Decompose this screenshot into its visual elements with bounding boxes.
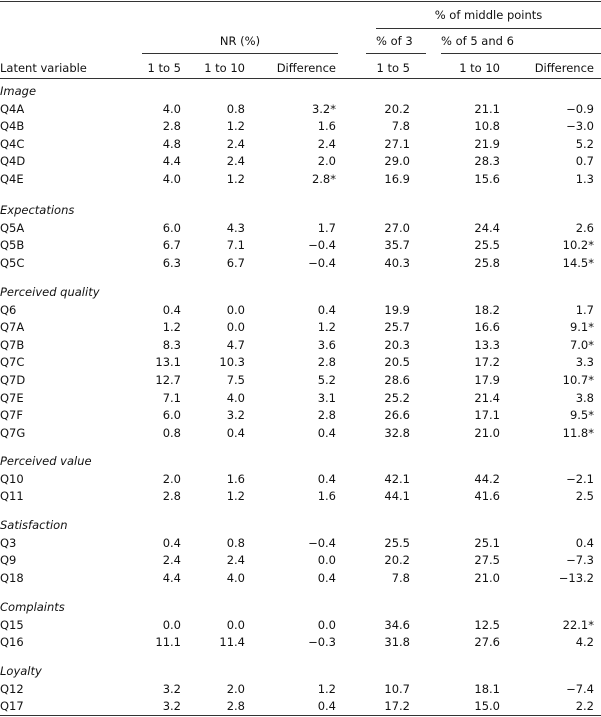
cell-nr-1to10: 4.7	[226, 337, 245, 352]
cell-nr-1to5: 11.1	[155, 635, 181, 650]
cell-nr-diff: 0.4	[317, 425, 336, 440]
cell-mid-1to10: 27.6	[474, 635, 500, 650]
cell-nr-1to5: 2.8	[162, 119, 181, 134]
col-header-mid-diff: Difference	[534, 61, 594, 75]
cell-mid-1to10: 24.4	[474, 220, 500, 235]
cell-mid-1to10: 16.6	[474, 320, 500, 335]
cell-mid-diff: −0.9	[566, 101, 594, 116]
cell-mid-diff: 5.2	[575, 136, 594, 151]
cell-nr-1to5: 4.0	[162, 172, 181, 186]
cell-nr-1to5: 8.3	[162, 337, 181, 352]
cell-nr-diff: 3.2*	[311, 101, 336, 116]
cell-mid-1to10: 25.8	[474, 255, 500, 270]
cell-nr-diff: 1.6	[317, 489, 336, 504]
section-title: Satisfaction	[0, 518, 68, 532]
cell-nr-1to10: 0.8	[226, 535, 245, 550]
cell-nr-1to10: 10.3	[219, 355, 245, 370]
cell-nr-diff: 0.4	[317, 471, 336, 486]
row-label: Q17	[0, 699, 24, 714]
cell-nr-1to10: 1.6	[226, 471, 245, 486]
cell-nr-diff: 0.0	[317, 617, 336, 632]
cell-nr-1to10: 0.0	[226, 320, 245, 335]
cell-nr-1to10: 3.2	[226, 408, 245, 423]
cell-mid-diff: 9.5*	[569, 408, 594, 423]
cell-mid-1to5: 10.7	[384, 681, 410, 696]
cell-mid-1to10: 41.6	[474, 489, 500, 504]
cell-mid-diff: 1.7	[575, 302, 594, 317]
row-label: Q5B	[0, 238, 25, 253]
row-label: Q6	[0, 302, 17, 317]
row-label: Q4A	[0, 101, 25, 116]
row-label: Q15	[0, 617, 24, 632]
cell-mid-1to10: 21.0	[474, 425, 500, 440]
top-rule	[0, 1, 601, 2]
cell-nr-1to10: 7.5	[226, 373, 245, 387]
cell-mid-1to5: 20.2	[384, 553, 410, 568]
cell-mid-diff: 2.5	[575, 489, 594, 504]
cell-mid-1to5: 29.0	[384, 154, 410, 169]
cell-mid-1to10: 17.9	[474, 373, 500, 387]
cell-nr-1to5: 6.0	[162, 408, 181, 423]
cell-nr-1to5: 2.4	[162, 553, 181, 568]
cell-nr-1to5: 0.4	[162, 535, 181, 550]
cell-mid-1to5: 27.1	[384, 136, 410, 151]
group-rule-pct3	[366, 53, 426, 54]
cell-mid-1to5: 32.8	[384, 425, 410, 440]
bottom-rule	[0, 715, 601, 716]
cell-mid-diff: −7.4	[566, 681, 594, 696]
cell-nr-1to10: 2.0	[226, 681, 245, 696]
cell-mid-diff: 3.8	[575, 390, 594, 405]
cell-mid-1to10: 17.1	[474, 408, 500, 423]
cell-nr-1to10: 0.0	[226, 302, 245, 317]
cell-nr-1to10: 4.0	[226, 390, 245, 405]
cell-mid-diff: −3.0	[566, 119, 594, 134]
cell-nr-diff: 2.4	[317, 136, 336, 151]
cell-nr-diff: −0.4	[308, 535, 336, 550]
group-rule-middle	[376, 28, 601, 29]
cell-mid-1to5: 20.2	[384, 101, 410, 116]
cell-mid-1to10: 17.2	[474, 355, 500, 370]
col-header-latent: Latent variable	[0, 61, 87, 75]
cell-mid-1to5: 19.9	[384, 302, 410, 317]
cell-nr-diff: 3.6	[317, 337, 336, 352]
section-title: Loyalty	[0, 664, 42, 678]
row-label: Q7C	[0, 355, 25, 370]
cell-mid-1to10: 25.5	[474, 238, 500, 253]
cell-nr-1to5: 6.7	[162, 238, 181, 253]
cell-mid-1to10: 18.1	[474, 681, 500, 696]
cell-mid-diff: 4.2	[575, 635, 594, 650]
cell-nr-1to10: 1.2	[226, 489, 245, 504]
row-label: Q4C	[0, 136, 25, 151]
cell-nr-diff: 1.2	[317, 320, 336, 335]
cell-mid-1to5: 44.1	[384, 489, 410, 504]
cell-nr-diff: 1.7	[317, 220, 336, 235]
section-title: Perceived value	[0, 454, 92, 468]
row-label: Q4D	[0, 154, 26, 169]
cell-mid-diff: 3.3	[575, 355, 594, 370]
cell-mid-1to5: 31.8	[384, 635, 410, 650]
col-header-nr-1to10: 1 to 10	[204, 61, 245, 75]
row-label: Q16	[0, 635, 24, 650]
cell-nr-1to5: 2.0	[162, 471, 181, 486]
col-header-mid-1to10: 1 to 10	[459, 61, 500, 75]
cell-nr-1to10: 7.1	[226, 238, 245, 253]
cell-mid-1to10: 18.2	[474, 302, 500, 317]
cell-nr-1to10: 4.3	[226, 220, 245, 235]
cell-nr-1to10: 1.2	[226, 172, 245, 186]
cell-mid-diff: 22.1*	[562, 617, 594, 632]
cell-mid-1to5: 25.5	[384, 535, 410, 550]
row-label: Q18	[0, 570, 24, 585]
cell-nr-diff: −0.4	[308, 238, 336, 253]
cell-nr-1to5: 3.2	[162, 699, 181, 714]
row-label: Q12	[0, 681, 24, 696]
cell-nr-1to10: 6.7	[226, 255, 245, 270]
cell-nr-1to10: 2.8	[226, 699, 245, 714]
cell-mid-1to10: 13.3	[474, 337, 500, 352]
cell-mid-1to5: 17.2	[384, 699, 410, 714]
cell-nr-1to5: 4.0	[162, 101, 181, 116]
row-label: Q4B	[0, 119, 25, 134]
cell-nr-diff: 2.0	[317, 154, 336, 169]
section-title: Perceived quality	[0, 285, 100, 299]
row-label: Q5A	[0, 220, 25, 235]
cell-mid-diff: −7.3	[566, 553, 594, 568]
row-label: Q7F	[0, 408, 23, 423]
cell-nr-diff: 3.1	[317, 390, 336, 405]
cell-mid-1to10: 10.8	[474, 119, 500, 134]
row-label: Q10	[0, 471, 24, 486]
cell-mid-1to5: 42.1	[384, 471, 410, 486]
section-title: Image	[0, 84, 37, 98]
cell-mid-1to5: 27.0	[384, 220, 410, 235]
cell-nr-diff: 2.8	[317, 408, 336, 423]
cell-nr-1to5: 2.8	[162, 489, 181, 504]
cell-nr-diff: 1.2	[317, 681, 336, 696]
cell-nr-1to5: 7.1	[162, 390, 181, 405]
cell-mid-diff: 0.7	[575, 154, 594, 169]
cell-mid-1to10: 21.4	[474, 390, 500, 405]
cell-mid-diff: 2.6	[575, 220, 594, 235]
cell-mid-1to5: 28.6	[384, 373, 410, 387]
row-label: Q7E	[0, 390, 24, 405]
cell-nr-1to5: 0.4	[162, 302, 181, 317]
cell-mid-diff: 0.4	[575, 535, 594, 550]
cell-mid-1to10: 21.9	[474, 136, 500, 151]
cell-nr-1to10: 0.0	[226, 617, 245, 632]
header-group-pct3: % of 3	[376, 34, 413, 48]
cell-mid-diff: 9.1*	[569, 320, 594, 335]
row-label: Q7A	[0, 320, 25, 335]
cell-nr-diff: −0.3	[308, 635, 336, 650]
row-label: Q7B	[0, 337, 25, 352]
cell-nr-diff: 0.4	[317, 302, 336, 317]
cell-nr-1to10: 2.4	[226, 136, 245, 151]
cell-mid-1to10: 21.1	[474, 101, 500, 116]
cell-mid-diff: 10.7*	[562, 373, 594, 387]
row-label: Q5C	[0, 255, 25, 270]
cell-nr-1to10: 11.4	[219, 635, 245, 650]
cell-nr-1to5: 6.0	[162, 220, 181, 235]
cell-nr-diff: 5.2	[317, 373, 336, 387]
cell-mid-diff: 11.8*	[562, 425, 594, 440]
cell-nr-1to10: 2.4	[226, 154, 245, 169]
cell-mid-diff: 7.0*	[569, 337, 594, 352]
cell-mid-1to5: 25.7	[384, 320, 410, 335]
cell-mid-1to5: 26.6	[384, 408, 410, 423]
section-title: Complaints	[0, 600, 65, 614]
cell-nr-1to5: 6.3	[162, 255, 181, 270]
cell-mid-1to10: 44.2	[474, 471, 500, 486]
cell-nr-diff: −0.4	[308, 255, 336, 270]
cell-nr-diff: 2.8*	[311, 172, 336, 186]
cell-nr-1to10: 2.4	[226, 553, 245, 568]
cell-nr-diff: 1.6	[317, 119, 336, 134]
cell-nr-1to5: 4.4	[162, 154, 181, 169]
cell-nr-diff: 2.8	[317, 355, 336, 370]
group-rule-nr	[142, 53, 338, 54]
cell-nr-1to10: 0.4	[226, 425, 245, 440]
cell-mid-1to5: 16.9	[384, 172, 410, 186]
cell-mid-1to10: 25.1	[474, 535, 500, 550]
col-header-mid-1to5: 1 to 5	[376, 61, 410, 75]
cell-mid-diff: 1.3	[575, 172, 594, 186]
col-header-nr-1to5: 1 to 5	[147, 61, 181, 75]
cell-mid-1to5: 35.7	[384, 238, 410, 253]
cell-nr-1to10: 4.0	[226, 570, 245, 585]
row-label: Q4E	[0, 172, 24, 186]
cell-nr-1to5: 3.2	[162, 681, 181, 696]
header-rule	[0, 78, 601, 79]
cell-mid-1to10: 15.6	[474, 172, 500, 186]
cell-mid-1to10: 27.5	[474, 553, 500, 568]
cell-mid-1to10: 21.0	[474, 570, 500, 585]
header-group-middle-points: % of middle points	[434, 8, 543, 22]
row-label: Q11	[0, 489, 24, 504]
row-label: Q7D	[0, 373, 26, 387]
cell-mid-1to5: 20.3	[384, 337, 410, 352]
cell-mid-1to10: 12.5	[474, 617, 500, 632]
cell-mid-diff: 2.2	[575, 699, 594, 714]
cell-mid-1to5: 34.6	[384, 617, 410, 632]
row-label: Q7G	[0, 425, 26, 440]
cell-nr-1to10: 1.2	[226, 119, 245, 134]
group-rule-pct56	[441, 53, 601, 54]
cell-mid-1to5: 20.5	[384, 355, 410, 370]
cell-nr-1to5: 4.8	[162, 136, 181, 151]
cell-nr-1to5: 0.0	[162, 617, 181, 632]
cell-nr-diff: 0.4	[317, 570, 336, 585]
cell-nr-1to5: 4.4	[162, 570, 181, 585]
cell-nr-1to5: 1.2	[162, 320, 181, 335]
col-header-nr-diff: Difference	[276, 61, 336, 75]
cell-nr-1to5: 12.7	[155, 373, 181, 387]
cell-mid-diff: −13.2	[558, 570, 594, 585]
cell-mid-1to5: 7.8	[391, 570, 410, 585]
cell-nr-1to5: 0.8	[162, 425, 181, 440]
cell-mid-1to10: 15.0	[474, 699, 500, 714]
cell-mid-diff: −2.1	[566, 471, 594, 486]
cell-mid-1to5: 25.2	[384, 390, 410, 405]
header-group-pct56: % of 5 and 6	[441, 34, 514, 48]
cell-mid-diff: 10.2*	[562, 238, 594, 253]
row-label: Q3	[0, 535, 17, 550]
header-group-nr: NR (%)	[219, 34, 261, 48]
cell-nr-diff: 0.4	[317, 699, 336, 714]
section-title: Expectations	[0, 203, 75, 217]
row-label: Q9	[0, 553, 17, 568]
cell-nr-diff: 0.0	[317, 553, 336, 568]
cell-nr-1to10: 0.8	[226, 101, 245, 116]
cell-mid-1to5: 7.8	[391, 119, 410, 134]
cell-mid-1to5: 40.3	[384, 255, 410, 270]
cell-mid-diff: 14.5*	[562, 255, 594, 270]
cell-nr-1to5: 13.1	[155, 355, 181, 370]
cell-mid-1to10: 28.3	[474, 154, 500, 169]
